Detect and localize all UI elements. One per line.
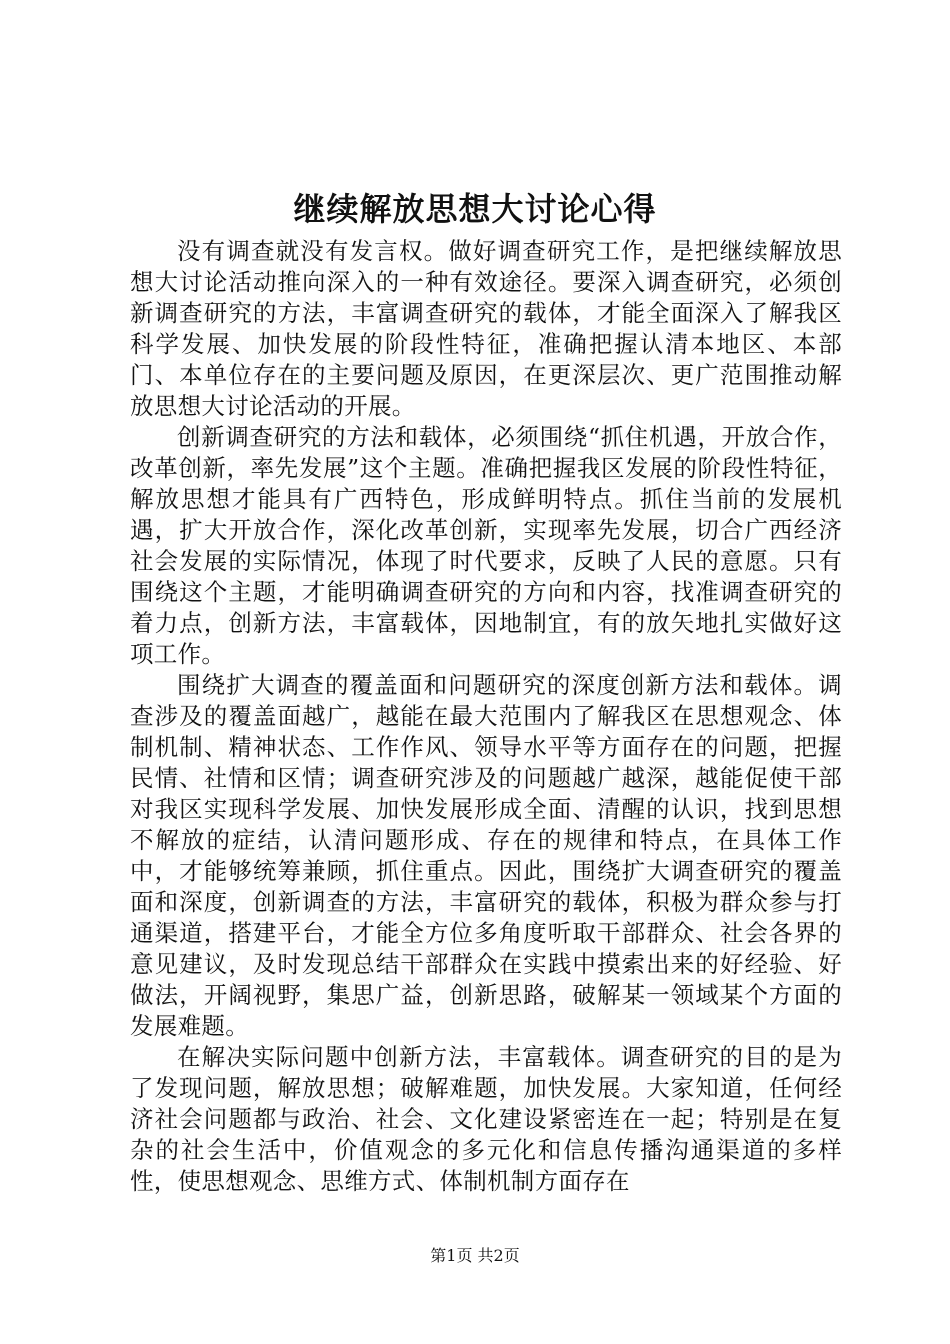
document-body	[130, 236, 842, 1197]
paragraph-1: 没有调查就没有发言权。做好调查研究工作，是把继续解放思想大讨论活动推向深入的一种有效途径。要深入调查研究，必须创新调查研究的方法，丰富调查研究的载体，才能全面深入了解我区科学发展、加快发展的阶段性特征，准确把握认清本地区、本部门、本单位存在的主要问题及原因，在更深层次、更广范围推动解放思想大讨论活动的开展。	[130, 237, 842, 420]
page-number-footer: 第1页 共2页	[430, 1246, 520, 1265]
paragraph-4: 在解决实际问题中创新方法，丰富载体。调查研究的目的是为了发现问题，解放思想；破解难题，加快发展。大家知道，任何经济社会问题都与政治、社会、文化建设紧密连在一起；特别是在复杂的社会生活中，价值观念的多元化和信息传播沟通渠道的多样性，使思想观念、思维方式、体制机制方面存在	[130, 1043, 842, 1195]
paragraph-2: 创新调查研究的方法和载体，必须围绕“抓住机遇，开放合作，改革创新，率先发展”这个主题。准确把握我区发展的阶段性特征，解放思想才能具有广西特色，形成鲜明特点。抓住当前的发展机遇，扩大开放合作，深化改革创新，实现率先发展，切合广西经济社会发展的实际情况，体现了时代要求，反映了人民的意愿。只有围绕这个主题，才能明确调查研究的方向和内容，找准调查研究的着力点，创新方法，丰富载体，因地制宜，有的放矢地扎实做好这项工作。	[130, 423, 842, 668]
document-title: 继续解放思想大讨论心得	[293, 190, 657, 228]
paragraph-3: 围绕扩大调查的覆盖面和问题研究的深度创新方法和载体。调查涉及的覆盖面越广，越能在最大范围内了解我区在思想观念、体制机制、精神状态、工作作风、领导水平等方面存在的问题，把握民情、社情和区情；调查研究涉及的问题越广越深，越能促使干部对我区实现科学发展、加快发展形成全面、清醒的认识，找到思想不解放的症结，认清问题形成、存在的规律和特点，在具体工作中，才能够统筹兼顾，抓住重点。因此，围绕扩大调查研究的覆盖面和深度，创新调查的方法，丰富研究的载体，积极为群众参与打通渠道，搭建平台，才能全方位多角度听取干部群众、社会各界的意见建议，及时发现总结干部群众在实践中摸索出来的好经验、好做法，开阔视野，集思广益，创新思路，破解某一领域某个方面的发展难题。	[130, 671, 842, 1040]
